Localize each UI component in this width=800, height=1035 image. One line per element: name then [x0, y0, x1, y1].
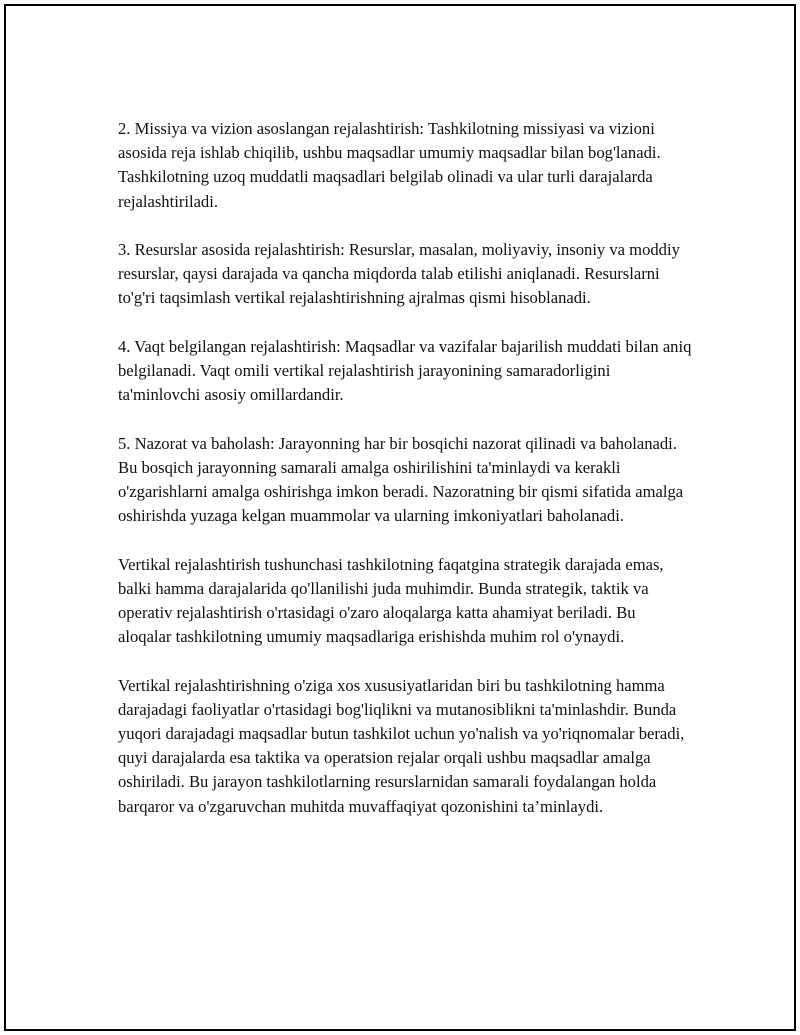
paragraph-missiya-vizion: 2. Missiya va vizion asoslangan rejalashtirish: Tashkilotning missiyasi va vizioni asosida reja ishlab chiqilib, ushbu maqsadlar umumiy maqsadlar bilan bog'lanadi. Tashkilotning uzoq muddatli maqsadlari belgilab olinadi va ular turli darajalarda rejalashtiriladi. — [118, 119, 661, 211]
paragraph-vertikal-tushuncha: Vertikal rejalashtirish tushunchasi tashkilotning faqatgina strategik darajada emas, balki hamma darajalarida qo'llanilishi juda muhimdir. Bunda strategik, taktik va operativ rejalashtirish o'rtasidagi o'zaro aloqalarga katta ahamiyat beriladi. Bu aloqalar tashkilotning umumiy maqsadlariga erishishda muhim rol o'ynaydi. — [118, 554, 664, 647]
document-body — [118, 117, 693, 843]
paragraph-vaqt: 4. Vaqt belgilangan rejalashtirish: Maqsadlar va vazifalar bajarilish muddati bilan aniq belgilanadi. Vaqt omili vertikal rejalashtirish jarayonining samaradorligini ta'minlovchi asosiy omillardandir. — [118, 336, 692, 405]
paragraph-resurslar: 3. Resurslar asosida rejalashtirish: Resurslar, masalan, moliyaviy, insoniy va moddiy resurslar, qaysi darajada va qancha miqdorda talab etilishi aniqlanadi. Resurslarni to'g'ri taqsimlash vertikal rejalashtirishning ajralmas qismi hisoblanadi. — [118, 240, 680, 308]
paragraph-vertikal-xususiyat: Vertikal rejalashtirishning o'ziga xos xususiyatlaridan biri bu tashkilotning hamma darajadagi faoliyatlar o'rtasidagi bog'liqlikni va mutanosiblikni ta'minlashdir. Bunda yuqori darajadagi maqsadlar butun tashkilot uchun yo'nalish va yo'riqnomalar beradi, quyi darajalarda esa taktika va operatsion rejalar orqali ushbu maqsadlar amalga oshiriladi. Bu jarayon tashkilotlarning resurslarnidan samarali foydalangan holda barqaror va o'zgaruvchan muhitda muvaffaqiyat qozonishini ta’minlaydi. — [118, 675, 685, 816]
paragraph-nazorat: 5. Nazorat va baholash: Jarayonning har bir bosqichi nazorat qilinadi va baholanadi. Bu bosqich jarayonning samarali amalga oshirilishini ta'minlaydi va kerakli o'zgarishlarni amalga oshirishga imkon beradi. Nazoratning bir qismi sifatida amalga oshirishda yuzaga kelgan muammolar va ularning imkoniyatlari baholanadi. — [118, 433, 684, 526]
